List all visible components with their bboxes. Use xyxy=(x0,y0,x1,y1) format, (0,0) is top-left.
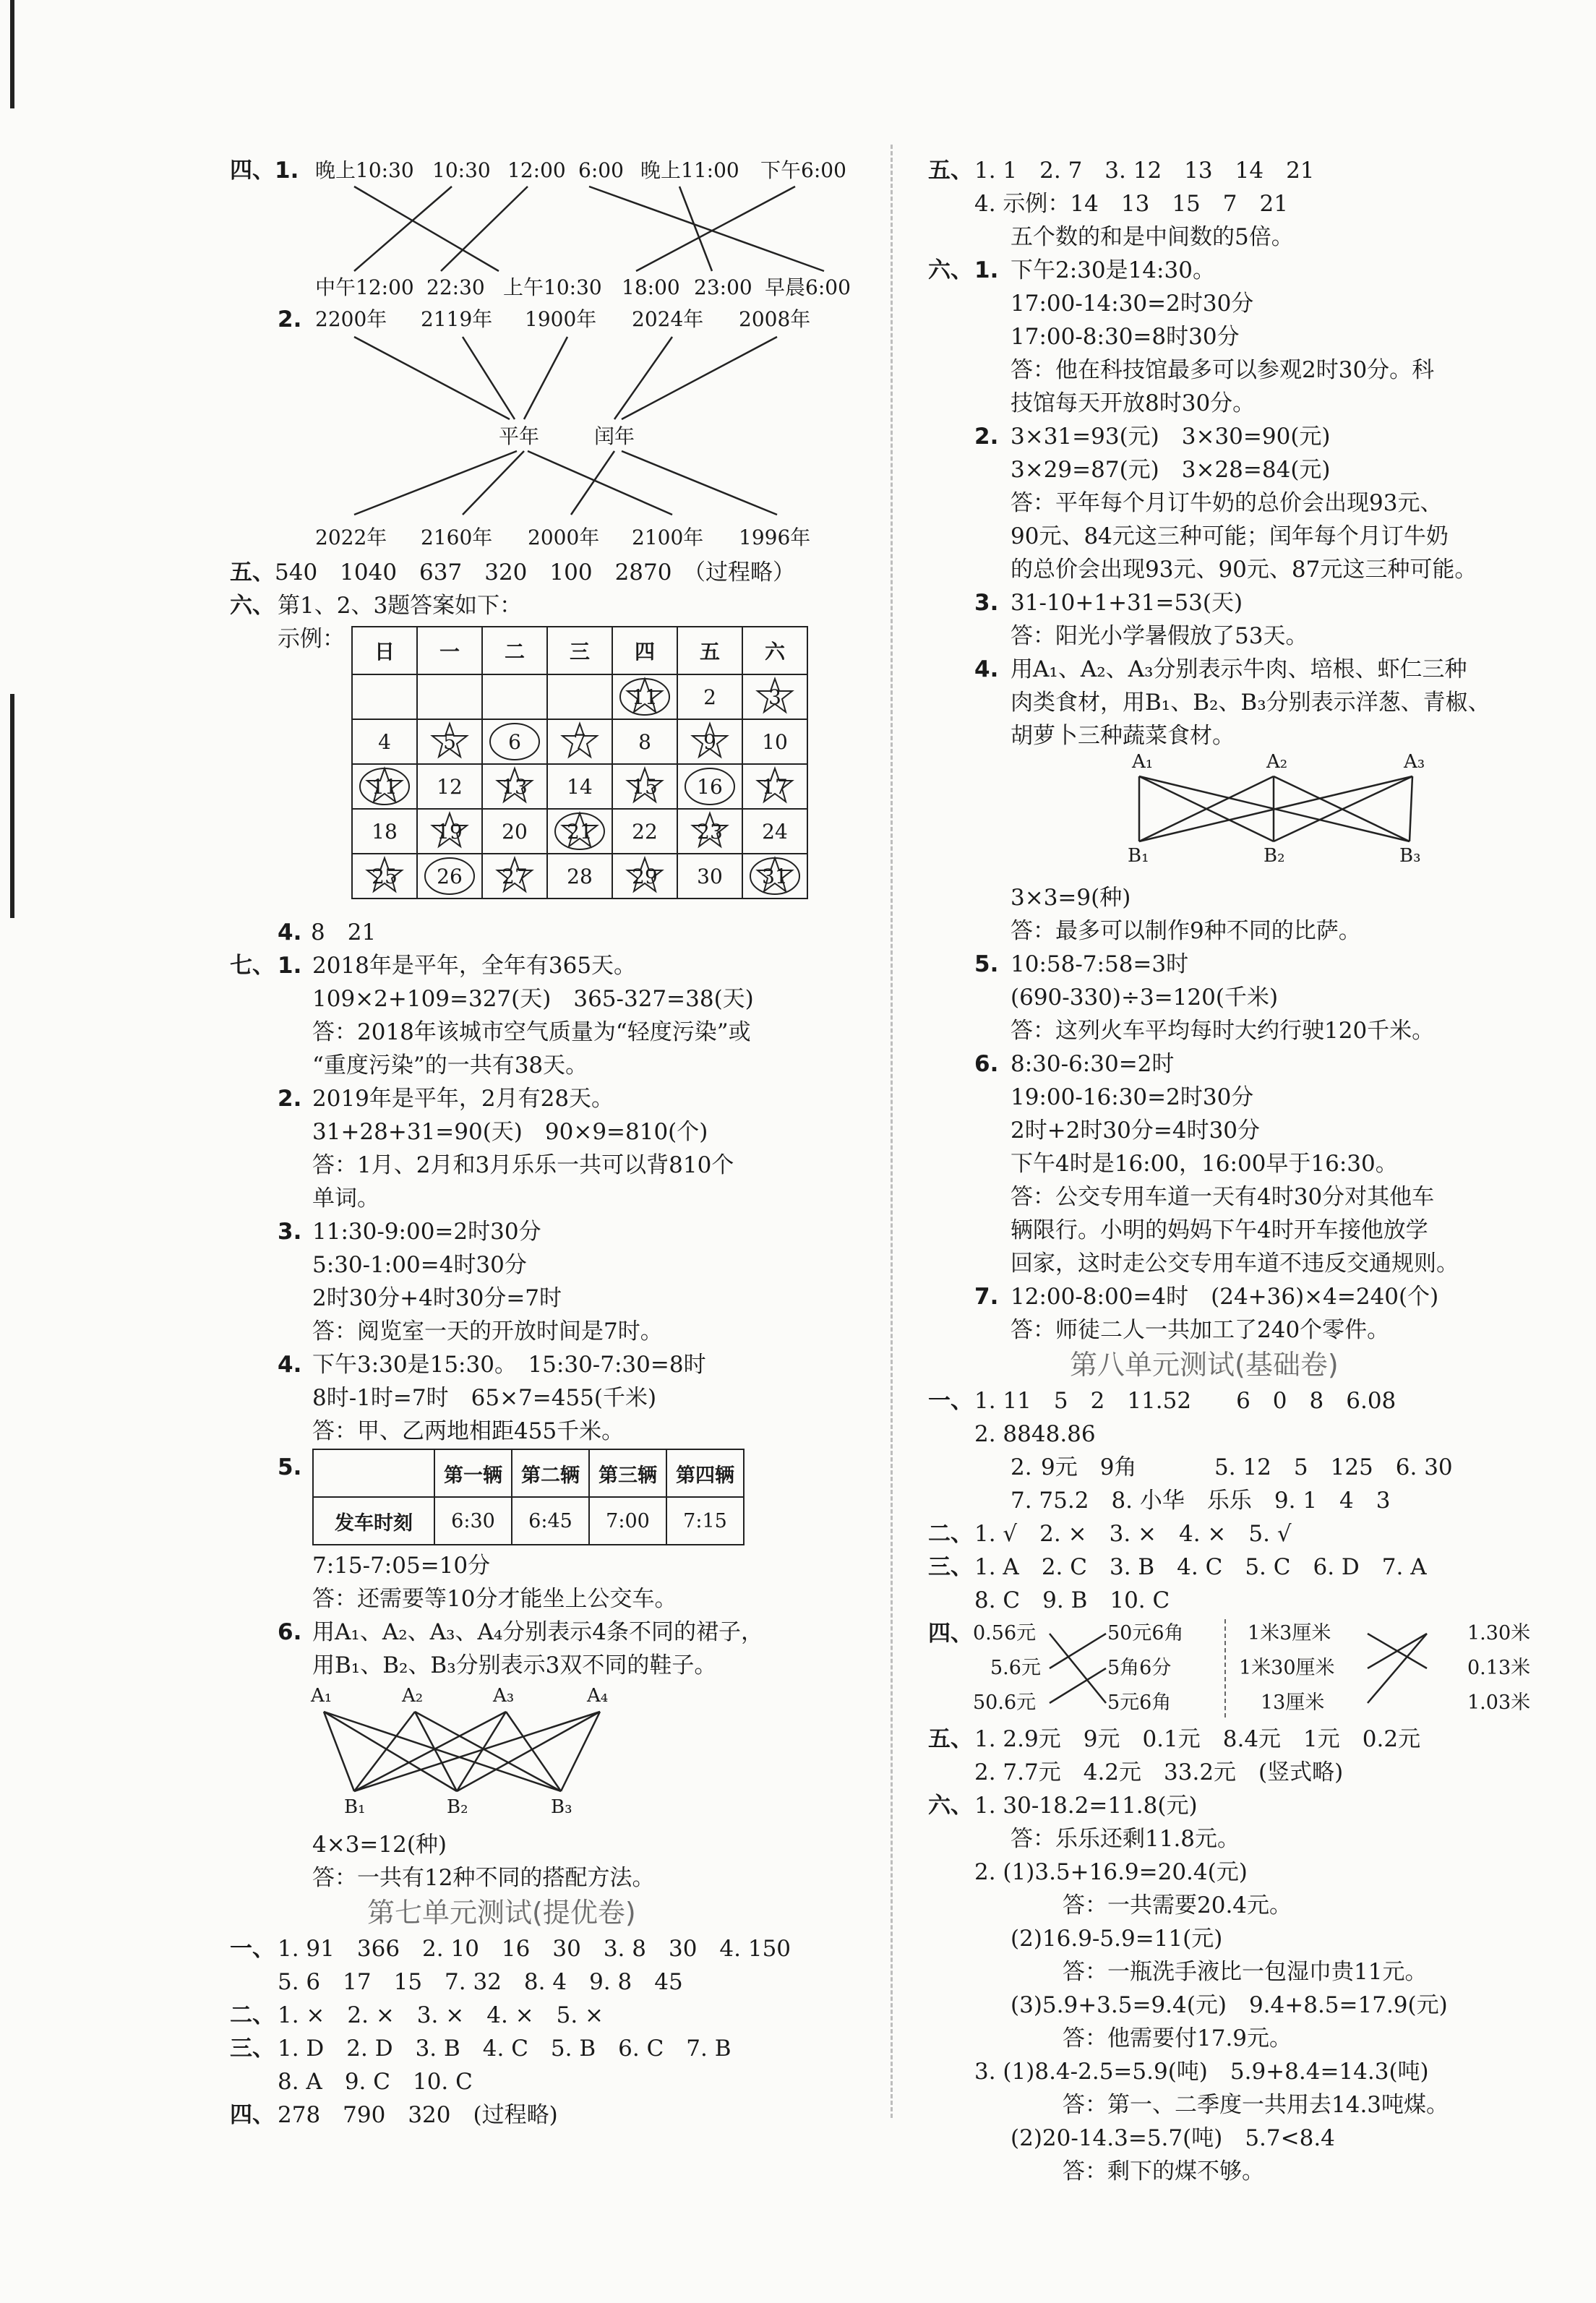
s4-top-3: 12:00 xyxy=(507,158,566,182)
calendar-day-number: 23 xyxy=(697,819,723,844)
bus-header-cell: 第三辆 xyxy=(589,1449,666,1497)
r-s6-q5-label: 5. xyxy=(974,951,999,977)
unit7-heading: 第七单元测试(提优卷) xyxy=(367,1897,636,1929)
r-s5-label: 五、 xyxy=(928,158,973,184)
s7-q6-line: 用B₁、B₂、B₃分别表示3双不同的鞋子。 xyxy=(312,1652,717,1678)
calendar-day-number: 2 xyxy=(703,685,716,709)
s7-label: 七、 xyxy=(230,953,275,979)
unit8-r5-label: 五、 xyxy=(928,1726,973,1752)
calendar-day-number: 19 xyxy=(437,819,463,844)
unit8-r6-line: 答：剩下的煤不够。 xyxy=(1063,2158,1264,2184)
calendar-day-number: 9 xyxy=(703,729,716,754)
r-s6-q6-line: 答：公交专用车道一天有4时30分对其他车 xyxy=(1011,1184,1435,1210)
unit8-heading: 第八单元测试(基础卷) xyxy=(1070,1349,1339,1381)
r-s6-q4-label: 4. xyxy=(974,656,999,682)
calendar-day-number: 3 xyxy=(768,685,781,709)
unit7-r4-label: 四、 xyxy=(230,2102,275,2128)
s4-q2-top-5: 2008年 xyxy=(739,307,811,331)
s4-top-4: 6:00 xyxy=(578,158,624,182)
unit8-r2-label: 二、 xyxy=(928,1521,973,1547)
s6-q4-label: 4. xyxy=(278,919,302,945)
r-s6-q2-line: 3×29=87(元) 3×28=84(元) xyxy=(1011,457,1331,483)
unit8-r6-line: 答：乐乐还剩11.8元。 xyxy=(1011,1826,1240,1852)
bus-time-cell: 6:30 xyxy=(434,1497,512,1545)
q6-node-b3: B₃ xyxy=(551,1796,572,1818)
s7-q6-after: 答：一共有12种不同的搭配方法。 xyxy=(312,1865,655,1891)
unit7-r1-line: 5. 6 17 15 7. 32 8. 4 9. 8 45 xyxy=(278,1969,683,1995)
unit8-r4-label: 四、 xyxy=(928,1621,973,1647)
s4-q2-bottom-1: 2022年 xyxy=(315,526,387,549)
r-s5-q4b: 五个数的和是中间数的5倍。 xyxy=(1011,224,1294,250)
calendar-day-number: 7 xyxy=(573,729,586,754)
s4-q2-bottom-2: 2160年 xyxy=(421,526,493,549)
r-s6-q6-line: 19:00-16:30=2时30分 xyxy=(1011,1084,1254,1110)
s7-q3-line: 5:30-1:00=4时30分 xyxy=(312,1252,527,1278)
s7-q1-line: 2018年是平年，全年有365天。 xyxy=(312,953,637,979)
r-s6-q1-label: 1. xyxy=(974,257,999,283)
calendar-day-number: 14 xyxy=(567,774,593,799)
unit8-r6-line: 答：一共需要20.4元。 xyxy=(1063,1892,1292,1918)
r4-left-a: 5.6元 xyxy=(990,1657,1041,1679)
s4-top-5: 晚上11:00 xyxy=(640,158,739,182)
calendar-day-number: 18 xyxy=(372,819,398,844)
s6-label: 六、 xyxy=(230,593,275,619)
s4-q2-leap-year: 闰年 xyxy=(594,424,635,448)
s7-q6-label: 6. xyxy=(278,1619,302,1645)
s4-bottom-3: 上午10:30 xyxy=(503,275,602,299)
calendar-day-number: 5 xyxy=(443,729,456,754)
s6-intro: 第1、2、3题答案如下： xyxy=(278,593,523,619)
q4-node-a2: A₂ xyxy=(1266,751,1288,773)
unit7-r2-line: 1. × 2. × 3. × 4. × 5. × xyxy=(278,2002,604,2028)
unit8-r6-line: 答：一瓶洗手液比一包湿巾贵11元。 xyxy=(1063,1959,1428,1985)
q4-node-a1: A₁ xyxy=(1132,751,1154,773)
r-s6-q6-line: 2时+2时30分=4时30分 xyxy=(1011,1118,1261,1144)
unit8-r6-line: 3. (1)8.4-2.5=5.9(吨) 5.9+8.4=14.3(吨) xyxy=(974,2059,1429,2085)
s4-q2-top-1: 2200年 xyxy=(315,307,387,331)
r4-right-a: 1米30厘米 xyxy=(1239,1657,1335,1679)
bus-time-cell: 6:45 xyxy=(512,1497,589,1545)
bus-time-cell: 7:00 xyxy=(589,1497,666,1545)
s4-q2-bottom-5: 1996年 xyxy=(739,526,811,549)
r4-left-b: 50元6角 xyxy=(1107,1622,1184,1644)
s4-q2-bottom-3: 2000年 xyxy=(528,526,600,549)
bus-header-cell: 第一辆 xyxy=(434,1449,512,1497)
r4-left-b: 5元6角 xyxy=(1107,1691,1172,1714)
q6-node-a4: A₄ xyxy=(587,1685,609,1707)
calendar-day-number: 6 xyxy=(508,729,521,754)
unit8-r6-line: (3)5.9+3.5=9.4(元) 9.4+8.5=17.9(元) xyxy=(1011,1992,1448,2018)
s6-q4-text: 8 21 xyxy=(311,919,377,945)
r-s6-q6-line: 辆限行。小明的妈妈下午4时开车接他放学 xyxy=(1011,1217,1428,1243)
unit7-r3-line: 1. D 2. D 3. B 4. C 5. B 6. C 7. B xyxy=(278,2036,732,2062)
calendar-day-number: 16 xyxy=(697,774,723,799)
unit8-r6-line: 答：他需要付17.9元。 xyxy=(1063,2025,1292,2051)
calendar-day-number: 27 xyxy=(502,864,528,888)
unit7-r3-line: 8. A 9. C 10. C xyxy=(278,2069,473,2095)
s7-q3-line: 答：阅览室一天的开放时间是7时。 xyxy=(312,1318,663,1345)
r4-right-a: 1米3厘米 xyxy=(1248,1622,1331,1644)
r-s6-q2-line: 的总价会出现93元、90元、87元这三种可能。 xyxy=(1011,557,1477,583)
calendar-day-number: 22 xyxy=(632,819,658,844)
s4-top-6: 下午6:00 xyxy=(760,158,846,182)
calendar-day-number: 12 xyxy=(437,774,463,799)
r-s6-q1-line: 17:00-8:30=8时30分 xyxy=(1011,324,1240,350)
r-s6-q1-line: 答：他在科技馆最多可以参观2时30分。科 xyxy=(1011,357,1435,383)
r-s6-q2-label: 2. xyxy=(974,424,999,450)
calendar-day-number: 26 xyxy=(437,864,463,888)
calendar-header-cell: 二 xyxy=(482,627,547,674)
calendar-day-number: 4 xyxy=(378,729,391,754)
r-s6-q4-after: 答：最多可以制作9种不同的比萨。 xyxy=(1011,918,1361,944)
unit8-r6-line: 答：第一、二季度一共用去14.3吨煤。 xyxy=(1063,2092,1449,2118)
calendar-header-cell: 六 xyxy=(742,627,807,674)
bus-header-cell: 第四辆 xyxy=(666,1449,744,1497)
r-s6-q1-line: 下午2:30是14:30。 xyxy=(1011,257,1215,283)
bus-row-label: 发车时刻 xyxy=(313,1497,434,1545)
s4-q2-top-2: 2119年 xyxy=(421,307,493,331)
calendar-header-cell: 三 xyxy=(547,627,612,674)
r-s6-q3-label: 3. xyxy=(974,590,999,616)
calendar-header-cell: 一 xyxy=(417,627,482,674)
s7-q3-label: 3. xyxy=(278,1219,302,1245)
s5-text: 540 1040 637 320 100 2870 （过程略） xyxy=(275,559,795,586)
r-s6-q4-line: 胡萝卜三种蔬菜食材。 xyxy=(1011,723,1235,749)
s7-q6-line: 用A₁、A₂、A₃、A₄分别表示4条不同的裙子， xyxy=(312,1619,763,1645)
s4-bottom-5: 23:00 xyxy=(694,275,752,299)
q4-node-b3: B₃ xyxy=(1399,845,1421,867)
s7-q4-line: 答：甲、乙两地相距455千米。 xyxy=(312,1418,625,1444)
unit8-r6-line: (2)20-14.3=5.7(吨) 5.7<8.4 xyxy=(1011,2125,1335,2151)
unit7-r3-label: 三、 xyxy=(230,2036,275,2062)
r-s6-q2-line: 答：平年每个月订牛奶的总价会出现93元、 xyxy=(1011,490,1443,516)
s4-bottom-4: 18:00 xyxy=(622,275,680,299)
r-s6-q6-line: 下午4时是16:00，16:00早于16:30。 xyxy=(1011,1151,1398,1177)
s7-q2-line: 答：1月、2月和3月乐乐一共可以背810个 xyxy=(312,1152,734,1178)
calendar-day-number: 25 xyxy=(372,864,398,888)
r-s6-q4-line: 肉类食材，用B₁、B₂、B₃分别表示洋葱、青椒、 xyxy=(1011,690,1490,716)
s4-q2-top-4: 2024年 xyxy=(632,307,704,331)
calendar-day-number: 21 xyxy=(567,819,593,844)
r-s6-q4-line: 用A₁、A₂、A₃分别表示牛肉、培根、虾仁三种 xyxy=(1011,656,1467,682)
unit8-r5-line: 1. 2.9元 9元 0.1元 8.4元 1元 0.2元 xyxy=(974,1726,1421,1752)
q6-node-b2: B₂ xyxy=(447,1796,468,1818)
s7-q2-line: 31+28+31=90(天) 90×9=810(个) xyxy=(312,1119,708,1145)
r4-right-b: 1.30米 xyxy=(1467,1622,1531,1644)
calendar-day-number: 28 xyxy=(567,864,593,888)
r-s6-label: 六、 xyxy=(928,257,973,283)
calendar-header-cell: 五 xyxy=(677,627,742,674)
s7-q3-line: 11:30-9:00=2时30分 xyxy=(312,1219,541,1245)
unit7-r4-line: 278 790 320 (过程略) xyxy=(278,2102,558,2128)
s7-q4-line: 下午3:30是15:30。 15:30-7:30=8时 xyxy=(312,1352,706,1378)
s7-q4-label: 4. xyxy=(278,1352,302,1378)
calendar-day-number: 31 xyxy=(762,864,788,888)
s7-q1-label: 1. xyxy=(278,953,302,979)
s7-q2-label: 2. xyxy=(278,1086,302,1112)
r-s6-q5-line: (690-330)÷3=120(千米) xyxy=(1011,985,1279,1011)
s7-q2-line: 单词。 xyxy=(312,1185,379,1211)
q6-node-a2: A₂ xyxy=(402,1685,424,1707)
r4-right-b: 0.13米 xyxy=(1467,1657,1531,1679)
unit8-r6-line: 1. 30-18.2=11.8(元) xyxy=(974,1793,1198,1819)
calendar-day-number: 10 xyxy=(762,729,788,754)
calendar-header-cell: 日 xyxy=(352,627,417,674)
s4-q2-bottom-4: 2100年 xyxy=(632,526,704,549)
r-s6-q7-line: 答：师徒二人一共加工了240个零件。 xyxy=(1011,1317,1390,1343)
q4-node-b1: B₁ xyxy=(1128,845,1149,867)
s4-q2-label: 2. xyxy=(278,306,302,333)
r-s6-q3-line: 答：阳光小学暑假放了53天。 xyxy=(1011,623,1308,649)
q6-node-b1: B₁ xyxy=(344,1796,366,1818)
r4-left-a: 50.6元 xyxy=(973,1691,1037,1714)
s7-q5-line: 答：还需要等10分才能坐上公交车。 xyxy=(312,1586,677,1612)
calendar-day-number: 17 xyxy=(762,774,788,799)
s4-bottom-2: 22:30 xyxy=(426,275,485,299)
s7-q3-line: 2时30分+4时30分=7时 xyxy=(312,1285,562,1311)
r4-left-a: 0.56元 xyxy=(973,1622,1037,1644)
unit7-r1-label: 一、 xyxy=(230,1936,275,1962)
calendar-day-number: 11 xyxy=(372,774,398,799)
unit7-r1-line: 1. 91 366 2. 10 16 30 3. 8 30 4. 150 xyxy=(278,1936,791,1962)
calendar-day-number: 11 xyxy=(632,685,658,709)
unit8-r6-line: (2)16.9-5.9=11(元) xyxy=(1011,1926,1223,1952)
r-s6-q2-line: 90元、84元这三种可能；闰年每个月订牛奶 xyxy=(1011,523,1449,549)
unit7-r2-label: 二、 xyxy=(230,2002,275,2028)
unit8-r1-line: 7. 75.2 8. 小华 乐乐 9. 1 4 3 xyxy=(1011,1488,1391,1514)
s7-q4-line: 8时-1时=7时 65×7=455(千米) xyxy=(312,1385,657,1411)
calendar-day-number: 29 xyxy=(632,864,658,888)
calendar-day-number: 30 xyxy=(697,864,723,888)
r-s6-q7-line: 12:00-8:00=4时 (24+36)×4=240(个) xyxy=(1011,1284,1439,1310)
calendar-day-number: 20 xyxy=(502,819,528,844)
q4-node-a3: A₃ xyxy=(1404,751,1425,773)
q4-node-b2: B₂ xyxy=(1264,845,1285,867)
r4-right-a: 13厘米 xyxy=(1261,1691,1325,1714)
s7-q2-line: 2019年是平年，2月有28天。 xyxy=(312,1086,614,1112)
r-s5-q4: 4. 示例：14 13 15 7 21 xyxy=(974,191,1288,217)
calendar-day-number: 15 xyxy=(632,774,658,799)
unit8-r1-line: 1. 11 5 2 11.52 6 0 8 6.08 xyxy=(974,1388,1396,1414)
r-s6-q1-line: 技馆每天开放8时30分。 xyxy=(1011,390,1256,416)
r-s5-q1: 1. 1 2. 7 3. 12 13 14 21 xyxy=(974,158,1315,184)
q6-node-a1: A₁ xyxy=(311,1685,332,1707)
r-s6-q6-label: 6. xyxy=(974,1051,999,1077)
r-s6-q7-label: 7. xyxy=(974,1284,999,1310)
r-s6-q3-line: 31-10+1+31=53(天) xyxy=(1011,590,1243,616)
unit8-r1-line: 5. 12 5 125 6. 30 xyxy=(1214,1454,1453,1480)
unit8-r6-line: 2. (1)3.5+16.9=20.4(元) xyxy=(974,1859,1248,1885)
r-s6-q5-line: 10:58-7:58=3时 xyxy=(1011,951,1189,977)
calendar-day-number: 13 xyxy=(502,774,528,799)
unit8-r2-line: 1. √ 2. × 3. × 4. × 5. √ xyxy=(974,1521,1292,1547)
unit8-r3-line: 1. A 2. C 3. B 4. C 5. C 6. D 7. A xyxy=(974,1554,1427,1580)
unit8-r3-label: 三、 xyxy=(928,1554,973,1580)
unit8-r1-label: 一、 xyxy=(928,1388,973,1414)
s4-q1-label: 四、1. xyxy=(230,158,299,184)
q6-node-a3: A₃ xyxy=(493,1685,515,1707)
s7-q1-line: 109×2+109=327(天) 365-327=38(天) xyxy=(312,986,754,1012)
s4-bottom-1: 中午12:00 xyxy=(315,275,414,299)
r-s6-q5-line: 答：这列火车平均每时大约行驶120千米。 xyxy=(1011,1018,1435,1044)
s4-bottom-6: 早晨6:00 xyxy=(765,275,851,299)
bus-header-cell: 第二辆 xyxy=(512,1449,589,1497)
s7-q1-line: “重度污染”的一共有38天。 xyxy=(312,1052,588,1078)
s4-q2-top-3: 1900年 xyxy=(525,307,597,331)
r-s6-q6-line: 8:30-6:30=2时 xyxy=(1011,1051,1175,1077)
r4-right-b: 1.03米 xyxy=(1467,1691,1531,1714)
unit8-r1-line: 9元 9角 xyxy=(1041,1454,1137,1480)
s7-q5-line: 7:15-7:05=10分 xyxy=(312,1553,491,1579)
calendar-header-cell: 四 xyxy=(612,627,677,674)
calendar-day-number: 24 xyxy=(762,819,788,844)
s5-label: 五、 xyxy=(230,559,275,586)
r-s6-q4-after: 3×3=9(种) xyxy=(1011,885,1131,911)
bus-time-cell: 7:15 xyxy=(666,1497,744,1545)
r-s6-q6-line: 回家，这时走公交专用车道不违反交通规则。 xyxy=(1011,1251,1459,1277)
s7-q5-label: 5. xyxy=(278,1454,302,1480)
s4-top-2: 10:30 xyxy=(432,158,491,182)
r-s6-q2-line: 3×31=93(元) 3×30=90(元) xyxy=(1011,424,1331,450)
s7-q1-line: 答：2018年该城市空气质量为“轻度污染”或 xyxy=(312,1019,751,1045)
calendar-day-number: 8 xyxy=(638,729,651,754)
unit8-r1-line: 2. 8848.86 xyxy=(974,1421,1096,1447)
unit8-r5-line: 2. 7.7元 4.2元 33.2元 (竖式略) xyxy=(974,1759,1344,1785)
s4-top-1: 晚上10:30 xyxy=(315,158,414,182)
r-s6-q1-line: 17:00-14:30=2时30分 xyxy=(1011,291,1254,317)
r4-left-b: 5角6分 xyxy=(1107,1657,1172,1679)
unit8-r6-label: 六、 xyxy=(928,1793,973,1819)
unit8-r1-line: 2. xyxy=(1011,1454,1032,1480)
s4-q2-common-year: 平年 xyxy=(499,424,540,448)
unit8-r3-line: 8. C 9. B 10. C xyxy=(974,1587,1170,1613)
s6-example: 示例： xyxy=(278,626,345,652)
s7-q6-after: 4×3=12(种) xyxy=(312,1832,447,1858)
